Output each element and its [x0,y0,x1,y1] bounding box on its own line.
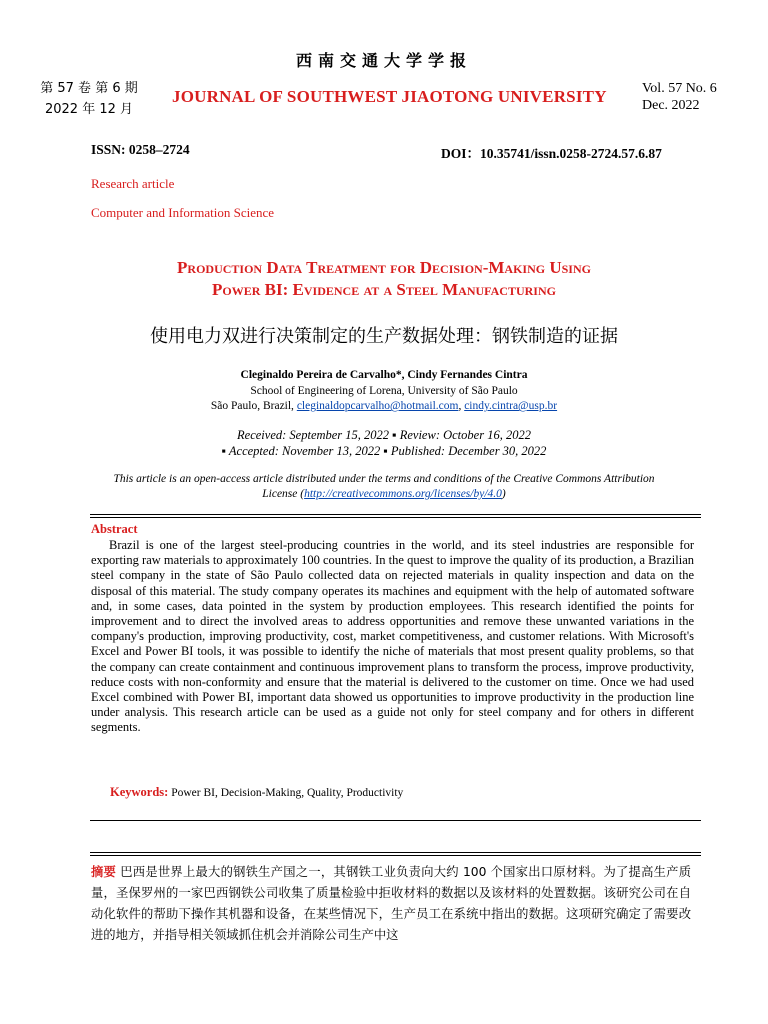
dates-line-2: ▪ Accepted: November 13, 2022 ▪ Published: December 30, 2022 [221,444,547,458]
affiliation-block [0,384,768,414]
title-line-2: Power BI: Evidence at a Steel Manufacturing [212,280,556,299]
volume-cn-line2: 2022 年 12 月 [44,102,134,117]
keywords [110,785,403,800]
license-link[interactable]: http://creativecommons.org/licenses/by/4.0 [304,488,502,500]
article-type: Research article [91,176,175,191]
dates-line-1: Received: September 15, 2022 ▪ Review: October 16, 2022 [237,428,531,442]
divider-cn-1 [90,852,701,853]
divider-mid [90,820,701,821]
location: São Paulo, Brazil, [210,400,297,412]
issn: ISSN: 0258–2724 [91,142,190,157]
abstract-text: Brazil is one of the largest steel-producing countries in the world, and its steel industries are responsible for exporting raw materials to approximately 100 countries. In the quest to improve the quality of its production, a Brazilian steel company in the state of São Paulo collected data on rejected materials in quality inspection and data on the disposal of this material. The study company operates its machines and equipment with the help of automated software and, in some cases, data pointed in the system by production employees. This research identified the points for improvement and to direct the involved areas to address opportunities and remove these unwanted variations in the company's production, improving productivity, cost, market competitiveness, and customer relations. With Microsoft's Excel and Power BI tools, it was possible to identify the niche of materials that most present quality problems, so that the company can create containment and continuous improvement plans to transform the process, improve productivity, reduce costs with non-conformity and ensure that the material is delivered to the customer on time. Once we had used Excel combined with Power BI, important data showed us opportunities to improve productivity in the production line under analysis. This research article can be used as a guide not only for steel company and for others in different segments. [91,538,694,735]
open-access-notice [100,472,668,502]
email-link-1[interactable]: cleginaldopcarvalho@hotmail.com [296,400,459,412]
divider-top-1 [90,514,701,515]
doi: DOI：10.35741/issn.0258-2724.57.6.87 [441,146,662,161]
volume-en-line2: Dec. 2022 [642,98,700,113]
email-link-2[interactable]: cindy.cintra@usp.br [464,400,558,412]
keywords-label: Keywords: [110,785,169,799]
affiliation: School of Engineering of Lorena, University of São Paulo [250,385,518,397]
article-title-cn: 使用电力双进行决策制定的生产数据处理：钢铁制造的证据 [150,326,618,347]
abstract-cn [91,862,691,946]
journal-title-en: JOURNAL OF SOUTHWEST JIAOTONG UNIVERSITY [172,87,607,106]
journal-title-cn: 西南交通大学学报 [295,51,472,70]
email-separator: , [458,400,465,412]
keywords-text: Power BI, Decision-Making, Quality, Productivity [171,787,404,799]
volume-en [642,80,717,114]
abstract-cn-text: 巴西是世界上最大的钢铁生产国之一，其钢铁工业负责向大约 100 个国家出口原材料。为了提高生产质量，圣保罗州的一家巴西钢铁公司收集了质量检验中拒收材料的数据以及该材料的处置数据。该研究公司在自动化软件的帮助下操作其机器和设备，在某些情况下，生产员工在系统中指出的数据。这项研究确定了需要改进的地方，并指导相关领域抓住机会并消除公司生产中这 [91,865,691,942]
title-line-1: Production Data Treatment for Decision-Making Using [177,258,591,277]
article-title [60,257,708,301]
volume-cn [34,78,144,120]
article-field: Computer and Information Science [91,205,275,220]
authors: Cleginaldo Pereira de Carvalho*, Cindy Fernandes Cintra [240,369,528,381]
oa-end: ) [501,488,506,500]
abstract-heading: Abstract [91,522,138,536]
volume-en-line1: Vol. 57 No. 6 [642,81,717,96]
divider-cn-2 [90,855,701,856]
location-emails [0,399,768,414]
oa-text: This article is an open-access article distributed under the terms and conditions of the Creative Commons Attribution License ( [113,473,655,500]
divider-top-2 [90,517,701,518]
volume-cn-line1: 第 57 卷 第 6 期 [40,81,138,96]
abstract-cn-label: 摘要 [91,865,117,879]
dates [0,427,768,459]
